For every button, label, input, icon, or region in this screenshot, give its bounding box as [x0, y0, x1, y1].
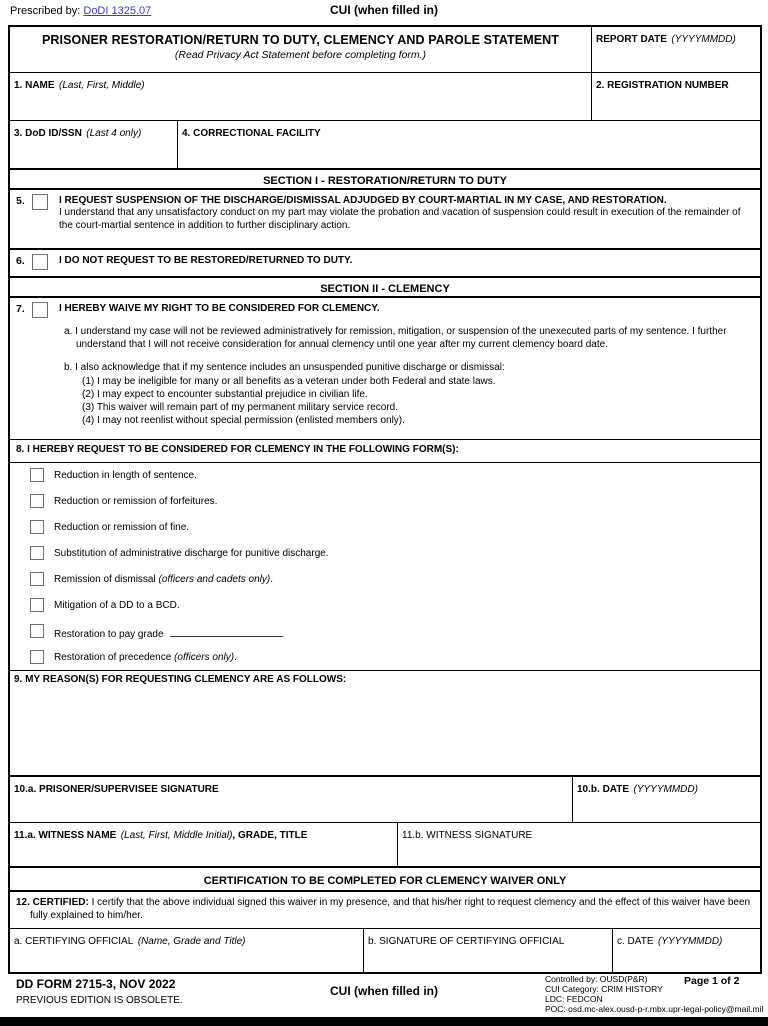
poc-email: POC: osd.mc-alex.ousd-p-r.mbx.upr-legal-policy@mail.mil — [545, 1004, 764, 1015]
form-title: PRISONER RESTORATION/RETURN TO DUTY, CLEMENCY AND PAROLE STATEMENT — [41, 33, 560, 47]
option-label-post: . — [234, 652, 237, 663]
option-reduction-forfeitures — [10, 489, 760, 515]
item5-body: I understand that any unsatisfactory conduct on my part may violate the probation and vacation of suspension could result in execution of the remainder of the court-martial sentence in addition to further disciplinary action. — [59, 207, 741, 231]
item5-statement: I REQUEST SUSPENSION OF THE DISCHARGE/DISMISSAL ADJUDGED BY COURT-MARTIAL IN MY CASE, AND RESTORATION. — [59, 195, 667, 206]
dod-id-ssn-hint: (Last 4 only) — [86, 128, 142, 139]
cui-banner-bottom: CUI (when filled in) — [330, 984, 438, 998]
witness-name-hint: (Last, First, Middle Initial) — [120, 830, 233, 841]
correctional-facility-label: 4. CORRECTIONAL FACILITY — [182, 128, 321, 139]
option-mitigation-dd-bcd — [10, 593, 760, 619]
option-label: Reduction or remission of forfeitures. — [54, 496, 218, 507]
option-label: Mitigation of a DD to a BCD. — [54, 600, 180, 611]
correctional-facility-field[interactable] — [177, 121, 760, 168]
signature-date-field[interactable] — [572, 777, 760, 822]
option-label: Reduction or remission of fine. — [54, 522, 190, 533]
item12-row — [10, 890, 760, 928]
certifying-signature-label: b. SIGNATURE OF CERTIFYING OFFICIAL — [368, 936, 565, 947]
option-label: Restoration to pay grade — [54, 629, 164, 640]
signature-date-label: 10.b. DATE — [577, 784, 630, 795]
section1-header: SECTION I - RESTORATION/RETURN TO DUTY — [10, 168, 760, 188]
form-table — [8, 25, 762, 974]
item7-sub1: (1) I may be ineligible for many or all benefits as a veteran under both Federal and state laws. — [82, 375, 496, 387]
report-date-label: REPORT DATE — [596, 34, 667, 45]
item5-row — [10, 188, 760, 248]
item7-statement: I HEREBY WAIVE MY RIGHT TO BE CONSIDERED FOR CLEMENCY. — [59, 303, 380, 314]
item7-sub2: (2) I may expect to encounter substantial prejudice in civilian life. — [82, 388, 368, 400]
item12-text: I certify that the above individual signed this waiver in my presence, and that his/her right to request clemency and the effect of this waiver have been fully explained to him/her. — [30, 897, 751, 921]
name-field[interactable] — [10, 73, 591, 120]
registration-number-label: 2. REGISTRATION NUMBER — [596, 80, 729, 91]
dod-id-ssn-field[interactable] — [10, 121, 177, 168]
certifying-official-row — [10, 928, 760, 972]
prisoner-signature-label: 10.a. PRISONER/SUPERVISEE SIGNATURE — [14, 784, 219, 795]
item6-number: 6. — [16, 255, 25, 267]
previous-edition-note: PREVIOUS EDITION IS OBSOLETE. — [16, 995, 183, 1006]
option-reduction-fine — [10, 515, 760, 541]
reasons-text-area[interactable] — [12, 689, 758, 773]
item6-checkbox[interactable] — [32, 254, 48, 270]
witness-name-label2: , GRADE, TITLE — [232, 830, 308, 841]
item6-statement: I DO NOT REQUEST TO BE RESTORED/RETURNED TO DUTY. — [59, 255, 353, 266]
option-label: Reduction in length of sentence. — [54, 470, 197, 481]
checkbox-reduction-forfeitures[interactable] — [30, 494, 44, 508]
controlled-by: Controlled by: OUSD(P&R) — [545, 974, 648, 984]
form-subtitle: (Read Privacy Act Statement before completing form.) — [174, 49, 427, 61]
checkbox-remission-dismissal[interactable] — [30, 572, 44, 586]
ldc: LDC: FEDCON — [545, 994, 603, 1005]
name-label: 1. NAME — [14, 80, 55, 91]
section2-header: SECTION II - CLEMENCY — [10, 276, 760, 296]
signature-date-hint: (YYYYMMDD) — [633, 784, 698, 795]
dodid-facility-row — [10, 120, 760, 168]
option-label-post: . — [281, 629, 285, 640]
name-registration-row — [10, 72, 760, 120]
certifying-date-hint: (YYYYMMDD) — [657, 936, 723, 947]
report-date-field[interactable] — [591, 27, 760, 72]
item12-label: 12. CERTIFIED: — [16, 897, 89, 908]
checkbox-restoration-precedence[interactable] — [30, 650, 44, 664]
cui-banner-top: CUI (when filled in) — [330, 3, 438, 17]
option-label-hint: (officers only) — [174, 652, 235, 663]
item6-row — [10, 248, 760, 276]
certifying-official-hint: (Name, Grade and Title) — [137, 936, 246, 947]
prisoner-signature-field[interactable] — [10, 777, 572, 822]
option-label-post: . — [270, 574, 273, 585]
checkbox-mitigation-dd-bcd[interactable] — [30, 598, 44, 612]
item9-label: 9. MY REASON(S) FOR REQUESTING CLEMENCY ARE AS FOLLOWS: — [14, 674, 347, 685]
title-row — [10, 27, 760, 72]
checkbox-restoration-pay-grade[interactable] — [30, 624, 44, 638]
option-substitution-discharge — [10, 541, 760, 567]
form-number: DD FORM 2715-3, NOV 2022 — [16, 977, 176, 991]
item7-sub4: (4) I may not reenlist without special permission (enlisted members only). — [82, 414, 405, 426]
page-number: Page 1 of 2 — [684, 975, 740, 987]
dodi-1325-link[interactable]: DoDI 1325.07 — [83, 5, 152, 17]
item5-checkbox[interactable] — [32, 194, 48, 210]
option-restoration-precedence — [10, 645, 760, 671]
form-title-cell — [10, 27, 591, 72]
item7-checkbox[interactable] — [32, 302, 48, 318]
option-remission-dismissal — [10, 567, 760, 593]
certifying-official-field[interactable] — [10, 929, 363, 972]
option-restoration-pay-grade — [10, 619, 760, 645]
certifying-date-label: c. DATE — [617, 936, 654, 947]
witness-signature-label: 11.b. WITNESS SIGNATURE — [402, 830, 533, 841]
pay-grade-input[interactable] — [170, 626, 282, 637]
checkbox-reduction-fine[interactable] — [30, 520, 44, 534]
item7-number: 7. — [16, 303, 25, 315]
witness-name-field[interactable] — [10, 823, 397, 866]
report-date-format-hint: (YYYYMMDD) — [671, 34, 736, 45]
item7-sublist — [82, 375, 760, 427]
signature-row-10 — [10, 775, 760, 822]
option-reduction-sentence — [10, 463, 760, 489]
checkbox-reduction-sentence[interactable] — [30, 468, 44, 482]
witness-row-11 — [10, 822, 760, 866]
name-hint: (Last, First, Middle) — [59, 80, 145, 91]
certifying-signature-field[interactable] — [363, 929, 612, 972]
option-label: Remission of dismissal — [54, 574, 159, 585]
item8-options — [10, 462, 760, 670]
cui-category: CUI Category: CRIM HISTORY — [545, 984, 663, 995]
item5-text — [59, 195, 752, 248]
item7-para-b: b. I also acknowledge that if my sentence includes an unsuspended punitive discharge or dismissal: — [64, 362, 505, 373]
certifying-date-field[interactable] — [612, 929, 760, 972]
witness-name-label: 11.a. WITNESS NAME — [14, 830, 117, 841]
bottom-black-bar — [0, 1017, 768, 1026]
item8-header: 8. I HEREBY REQUEST TO BE CONSIDERED FOR CLEMENCY IN THE FOLLOWING FORM(S): — [10, 439, 760, 462]
item5-number: 5. — [16, 195, 25, 207]
item7-para-a: a. I understand my case will not be reviewed administratively for remission, mitigation, or suspension of the unexecuted parts of my sentence. I further understand that I will not receive consideration for annual clemency until one year after my current clemency board date. — [64, 326, 727, 350]
top-banner — [0, 3, 768, 23]
witness-signature-field[interactable] — [397, 823, 760, 866]
registration-number-field[interactable] — [591, 73, 760, 120]
checkbox-substitution-discharge[interactable] — [30, 546, 44, 560]
certification-header: CERTIFICATION TO BE COMPLETED FOR CLEMENCY WAIVER ONLY — [10, 866, 760, 890]
option-label: Substitution of administrative discharge for punitive discharge. — [54, 548, 329, 559]
certifying-official-label: a. CERTIFYING OFFICIAL — [14, 936, 134, 947]
item7-row — [10, 296, 760, 439]
prescribed-by-label: Prescribed by: — [10, 5, 81, 17]
option-label-hint: (officers and cadets only) — [158, 574, 271, 585]
option-label: Restoration of precedence — [54, 652, 175, 663]
page-footer — [0, 974, 768, 1018]
item9-row — [10, 670, 760, 775]
dod-id-ssn-label: 3. DoD ID/SSN — [14, 128, 82, 139]
item7-sub3: (3) This waiver will remain part of my permanent military service record. — [82, 401, 399, 413]
